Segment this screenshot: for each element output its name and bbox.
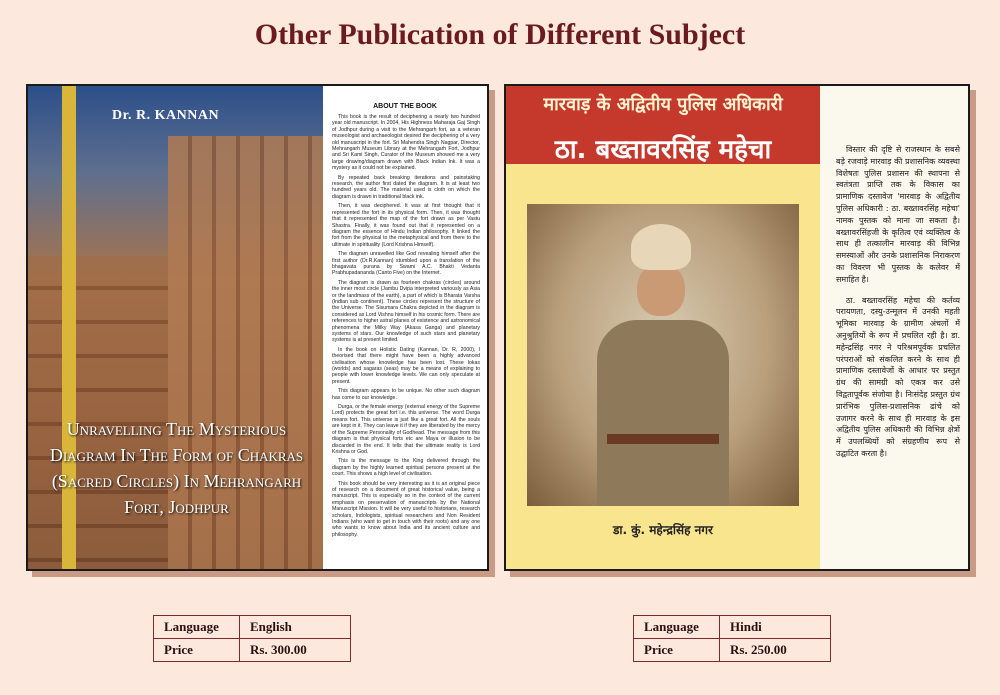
language-label: Language	[634, 616, 720, 639]
language-label: Language	[154, 616, 240, 639]
officer-figure	[597, 224, 729, 506]
cover-title: Unravelling The Mysterious Diagram In The Form of Chakras (Sacred Circles) In Mehrangarh Fort, Jodhpur	[49, 419, 304, 517]
price-label: Price	[634, 639, 720, 662]
back-paragraph: This book is the result of deciphering a nearly two hundred year old manuscript. In 2004, His Highness Maharaja Gaj Singh of Jodhpur during a visit to the Mehrangarh fort, as a veteran museologist and archaeologist desired the deciphering of a very old manuscript in the fort. Sri Mahendra Singh Nagpar, Director, Mehrangarh Museum Library at the Mehrangarh Fort, Jodhpur and Sri Kami Singh, Curator of the Museum showed me a very large drawing/diagram drawn with Black Indian Ink. It was a mystery as it could not be explained.	[332, 114, 480, 172]
back-paragraph: By repeated back breaking iterations and painstaking research, the author first dated the diagram. It is at least two hundred years old. The material used is cloth on which the diagram is drawn in traditional black ink.	[332, 174, 480, 200]
back-paragraph: Durga, or the female energy (external energy of the Supreme Lord) protects the great fort i.e. this universe. The word Durga means fort. This universe is just like a great fort. All the souls are kept in it. They can leave it if they are liberated by the mercy of the Supreme Personality of Godhead. The message from this diagram is that physical forts etc are Maya or illusion to be discarded in the end. It tells that the ultimate reality is Lord Krishna or God.	[332, 404, 480, 455]
back-cover-text	[332, 114, 480, 538]
back-paragraph: The diagram is drawn as fourteen chakras (circles) around the inner most circle (Jambu Dvipa interpreted variously as Asia or the landmass of the earth), a part of which is Bharata Varsha (Indian sub continent). These circles represent the structure of the Universe. The Sisumara Chakra depicted in the diagram is considered as Lord Vishnu himself in his cosmic form. There are references to higher astral planes of existence and astronomical phenomena the Milky Way (Akasa Ganga) and planetary systems of stars. Our knowledge of such stars and planetary systems is at present limited.	[332, 279, 480, 344]
table-row	[634, 616, 831, 639]
language-value: English	[240, 616, 351, 639]
back-cover-heading: ABOUT THE BOOK	[373, 103, 437, 110]
language-value: Hindi	[720, 616, 831, 639]
back-paragraph: This is the message to the King delivered through the diagram by the highly learned spiritual persons present at the court. This shows a high level of civilisation.	[332, 458, 480, 478]
book-cover-hindi[interactable]	[504, 84, 970, 571]
back-cover-text	[836, 144, 960, 460]
book-info-table-english	[153, 615, 351, 662]
price-value: Rs. 250.00	[720, 639, 831, 662]
price-value: Rs. 300.00	[240, 639, 351, 662]
fort-wall-image	[28, 256, 168, 569]
uniform-shape	[597, 320, 729, 506]
book-back-cover	[323, 86, 487, 569]
back-paragraph: ठा. बख्तावरसिंह महेचा की कर्तव्य परायणता, दस्यु-उन्मूलन में उनकी महती भूमिका मारवाड़ के ग्रामीण अंचलों में अनुश्रुतियों के रूप में प्रचलित रही है। डा. महेन्द्रसिंह नगर ने परिश्रमपूर्वक प्रचलित परंपराओं को संकलित करने के साथ ही प्रामाणिक दस्तावेजों के आधार पर प्रस्तुत ग्रंथ की सामग्री को एकत्र कर उसे विद्वतापूर्वक संजोया है। निःसंदेह प्रस्तुत ग्रंथ प्रारंभिक पुलिस-प्रशासनिक ढांचे को उजागर करने के साथ ही मारवाड़ के इस अद्वितीय पुलिस अधिकारी की विभिन्न क्षेत्रों में उपलब्धियों को संग्रहणीय रूप से उद्घाटित करता है।	[836, 295, 960, 458]
back-paragraph: विस्तार की दृष्टि से राजस्थान के सबसे बड़े रजवाड़े मारवाड़ की प्रशासनिक व्यवस्था विशेषतः पुलिस प्रशासन की स्थापना से स्वतंत्रता प्राप्ति तक के विकास का प्रामाणिक दस्तावेज 'मारवाड़ के अद्वितीय पुलिस अधिकारी : ठा. बख्तावरसिंह महेचा' नामक पुस्तक को माना जा सकता है। बख्तावरसिंहजी के कृतित्व एवं व्यक्तित्व के साथ ही तत्कालीन मारवाड़ की विभिन्न समस्याओं और उनके प्रशासनिक निराकरण का विवरण भी पुस्तक के कलेवर में समाहित है।	[836, 145, 960, 284]
table-row	[154, 616, 351, 639]
table-row	[634, 639, 831, 662]
cover-author: डा. कुं. महेन्द्रसिंह नगर	[613, 523, 713, 537]
cover-subtitle: मारवाड़ के अद्वितीय पुलिस अधिकारी	[543, 94, 783, 115]
portrait-photo	[527, 204, 799, 506]
book-back-cover	[820, 86, 968, 569]
back-paragraph: This diagram appears to be unique. No other such diagram has come to our knowledge.	[332, 388, 480, 401]
price-label: Price	[154, 639, 240, 662]
back-paragraph: The diagram unravelled like God revealing himself after the first author (Dr.R.Kannan) stumbled upon a translation of the bhagavata purana by Swami A.C. Bhakti Vedanta Prabhupadananda (Canto Five) on the Internet.	[332, 251, 480, 277]
turban-shape	[631, 224, 691, 270]
book-info-table-hindi	[633, 615, 831, 662]
book-cover-english[interactable]	[26, 84, 489, 571]
cover-author: Dr. R. KANNAN	[112, 108, 220, 123]
belt-shape	[607, 434, 719, 444]
book-front-cover	[28, 86, 323, 569]
cover-title: ठा. बख्तावरसिंह महेचा	[554, 135, 772, 165]
back-paragraph: Then, it was deciphered. It was at first thought that it represented the fort in its physical form. Then, it was thought that it represented the map of the fort drawn as per Vastu Shastra. Finally, it was found out that it represented on a diagram the essence of Hindu Indian philosophy. It linked the fort from the physical to the metaphysical and from there to the ultimate in spirituality (Lord Krishna Himself).	[332, 203, 480, 248]
face-shape	[637, 264, 685, 316]
back-paragraph: In the book on Holistic Dating (Kannan, Dr. R, 2000), I theorised that there might have been a highly advanced civilisation whose knowledge has been lost. These lokas (worlds) and sagaras (seas) may be a means of explaining to people with lower knowledge levels. We can only speculate at present.	[332, 346, 480, 385]
back-paragraph: This book should be very interesting as it is an original piece of research on a document of great historical value, being a manuscript. This is especially so in the context of the current emphasis on preservation of manuscripts by the National Manuscript Mission. It will be very useful to historians, research scholars, Indologists, spiritual researchers and Non Resident Indians (who want to get in touch with their roots) and any one who wants to know about India and its ancient culture and philosophy.	[332, 480, 480, 538]
book-front-cover	[506, 86, 820, 569]
page-title: Other Publication of Different Subject	[254, 18, 746, 51]
table-row	[154, 639, 351, 662]
